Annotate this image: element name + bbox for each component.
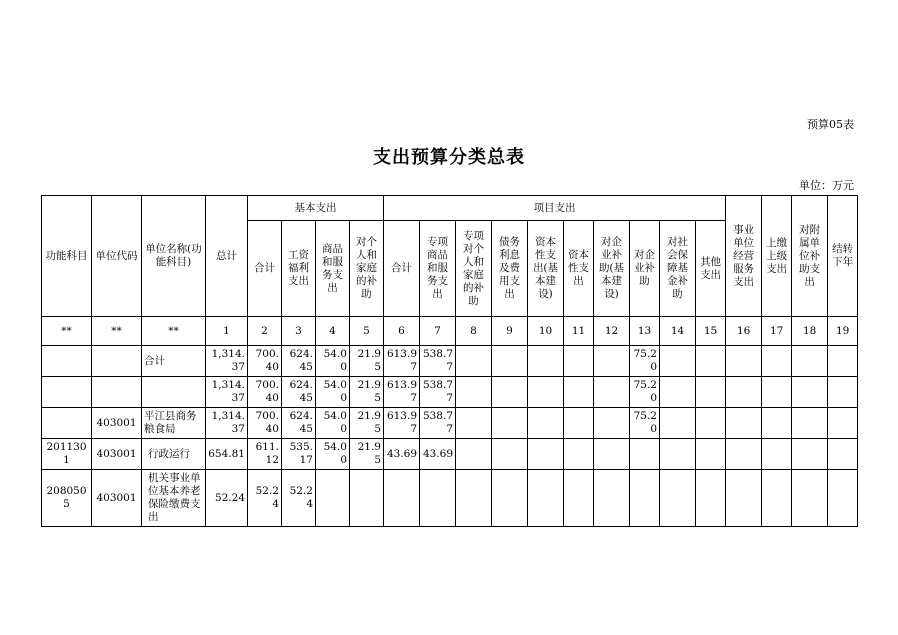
col-num: ** <box>92 317 142 346</box>
cell-code: 403001 <box>92 470 142 527</box>
cell-enterprise: 75.20 <box>630 346 660 377</box>
cell-enterprise: 75.20 <box>630 408 660 439</box>
cell-func <box>42 408 92 439</box>
unit-label: 单位：万元 <box>799 179 854 192</box>
col-num: 8 <box>456 317 492 346</box>
cell-wage: 624.45 <box>282 346 316 377</box>
cell-wage: 535.17 <box>282 439 316 470</box>
col-num: 19 <box>828 317 858 346</box>
cell-total: 52.24 <box>206 470 248 527</box>
cell-proj-goods: 538.77 <box>420 408 456 439</box>
cell-basic-total: 700.40 <box>248 408 282 439</box>
header-superior: 上缴上级支出 <box>762 196 792 317</box>
header-basic-total: 合计 <box>248 221 282 317</box>
header-carryover: 结转下年 <box>828 196 858 317</box>
header-personal: 对个人和家庭的补助 <box>350 221 384 317</box>
cell-goods: 54.00 <box>316 439 350 470</box>
header-project-group: 项目支出 <box>384 196 726 221</box>
col-num: 16 <box>726 317 762 346</box>
cell-personal: 21.95 <box>350 439 384 470</box>
table-row <box>42 346 858 377</box>
table-row <box>42 377 858 408</box>
cell-goods <box>316 470 350 527</box>
cell-basic-total: 611.12 <box>248 439 282 470</box>
col-num: 1 <box>206 317 248 346</box>
cell-proj-total: 613.97 <box>384 346 420 377</box>
cell-name <box>142 377 206 408</box>
col-num: 3 <box>282 317 316 346</box>
header-proj-personal: 专项对个人和家庭的补助 <box>456 221 492 317</box>
header-wage: 工资福利支出 <box>282 221 316 317</box>
header-enterprise-basic: 对企业补助(基本建设) <box>594 221 630 317</box>
expenditure-table <box>41 195 858 527</box>
cell-func: 2011301 <box>42 439 92 470</box>
cell-goods: 54.00 <box>316 408 350 439</box>
header-enterprise: 对企业补助 <box>630 221 660 317</box>
header-func-subject: 功能科目 <box>42 196 92 317</box>
cell-personal: 21.95 <box>350 346 384 377</box>
cell-total: 1,314.37 <box>206 408 248 439</box>
col-num: 5 <box>350 317 384 346</box>
col-num: 6 <box>384 317 420 346</box>
header-other: 其他支出 <box>696 221 726 317</box>
col-num: 4 <box>316 317 350 346</box>
cell-goods: 54.00 <box>316 346 350 377</box>
col-num: 2 <box>248 317 282 346</box>
col-num: 13 <box>630 317 660 346</box>
cell-wage: 52.24 <box>282 470 316 527</box>
cell-basic-total: 700.40 <box>248 377 282 408</box>
cell-wage: 624.45 <box>282 408 316 439</box>
header-basic-group: 基本支出 <box>248 196 384 221</box>
cell-total: 654.81 <box>206 439 248 470</box>
cell-basic-total: 700.40 <box>248 346 282 377</box>
col-num: 17 <box>762 317 792 346</box>
cell-enterprise <box>630 470 660 527</box>
cell-goods: 54.00 <box>316 377 350 408</box>
col-num: ** <box>42 317 92 346</box>
cell-proj-goods <box>420 470 456 527</box>
col-num: 18 <box>792 317 828 346</box>
cell-wage: 624.45 <box>282 377 316 408</box>
cell-total: 1,314.37 <box>206 377 248 408</box>
cell-code <box>92 346 142 377</box>
form-number: 预算05表 <box>807 118 854 131</box>
table-row <box>42 439 858 470</box>
cell-proj-total: 613.97 <box>384 377 420 408</box>
cell-personal: 21.95 <box>350 408 384 439</box>
col-num: 11 <box>564 317 594 346</box>
col-num: ** <box>142 317 206 346</box>
header-total: 总计 <box>206 196 248 317</box>
col-num: 9 <box>492 317 528 346</box>
cell-proj-total <box>384 470 420 527</box>
cell-code: 403001 <box>92 408 142 439</box>
header-goods: 商品和服务支出 <box>316 221 350 317</box>
page-title: 支出预算分类总表 <box>373 147 525 168</box>
cell-func: 2080505 <box>42 470 92 527</box>
cell-code: 403001 <box>92 439 142 470</box>
cell-proj-total: 613.97 <box>384 408 420 439</box>
cell-code <box>92 377 142 408</box>
cell-proj-goods: 538.77 <box>420 377 456 408</box>
column-number-row <box>42 317 858 346</box>
cell-name: 合计 <box>142 346 206 377</box>
cell-personal <box>350 470 384 527</box>
col-num: 10 <box>528 317 564 346</box>
col-num: 14 <box>660 317 696 346</box>
header-unit-code: 单位代码 <box>92 196 142 317</box>
header-social: 对社会保障基金补助 <box>660 221 696 317</box>
cell-name: 机关事业单位基本养老保险缴费支出 <box>142 470 206 527</box>
cell-personal: 21.95 <box>350 377 384 408</box>
header-operating: 事业单位经营服务支出 <box>726 196 762 317</box>
header-capital-basic: 资本性支出(基本建设) <box>528 221 564 317</box>
cell-func <box>42 377 92 408</box>
header-proj-total: 合计 <box>384 221 420 317</box>
table-row <box>42 408 858 439</box>
cell-proj-goods: 43.69 <box>420 439 456 470</box>
cell-enterprise: 75.20 <box>630 377 660 408</box>
col-num: 12 <box>594 317 630 346</box>
cell-name: 行政运行 <box>142 439 206 470</box>
header-debt: 债务利息及费用支出 <box>492 221 528 317</box>
col-num: 7 <box>420 317 456 346</box>
cell-basic-total: 52.24 <box>248 470 282 527</box>
cell-proj-goods: 538.77 <box>420 346 456 377</box>
cell-proj-total: 43.69 <box>384 439 420 470</box>
col-num: 15 <box>696 317 726 346</box>
header-proj-goods: 专项商品和服务支出 <box>420 221 456 317</box>
header-capital: 资本性支出 <box>564 221 594 317</box>
cell-total: 1,314.37 <box>206 346 248 377</box>
header-unit-name: 单位名称(功能科目) <box>142 196 206 317</box>
table-row <box>42 470 858 527</box>
cell-enterprise <box>630 439 660 470</box>
cell-name: 平江县商务粮食局 <box>142 408 206 439</box>
cell-func <box>42 346 92 377</box>
header-subsidiary: 对附属单位补助支出 <box>792 196 828 317</box>
